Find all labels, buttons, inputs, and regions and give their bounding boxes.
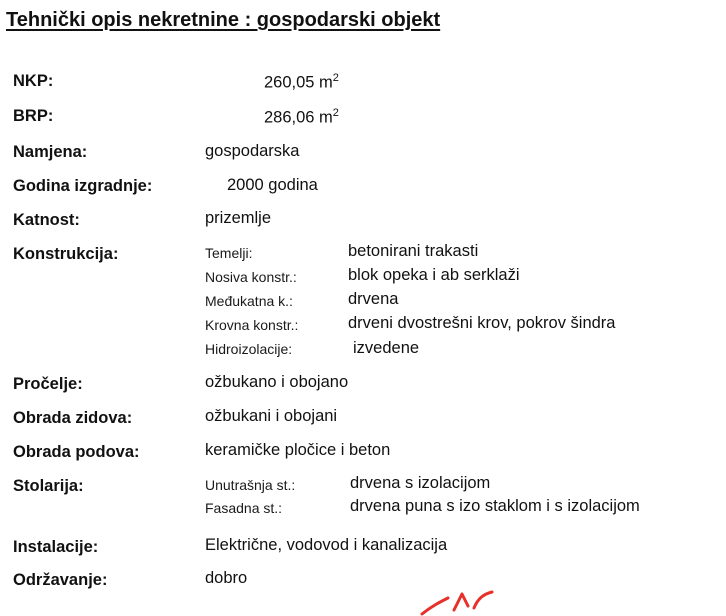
nkp-value-text: 260,05 m: [264, 73, 333, 92]
namjena-label: Namjena:: [13, 143, 88, 161]
konstrukcija-item-name: Hidroizolacije:: [205, 341, 293, 357]
page-title: Tehnički opis nekretnine : gospodarski objekt: [6, 9, 441, 31]
stolarija-label: Stolarija:: [13, 477, 84, 495]
red-stamp-fragment: [418, 586, 498, 616]
brp-label: BRP:: [13, 107, 54, 125]
nkp-label: NKP:: [13, 72, 54, 90]
odrzavanje-value: dobro: [205, 569, 248, 587]
zidovi-label: Obrada zidova:: [13, 409, 133, 427]
konstrukcija-item-value: blok opeka i ab serklaži: [348, 266, 520, 284]
konstrukcija-item-value: betonirani trakasti: [348, 242, 479, 260]
katnost-value: prizemlje: [205, 209, 272, 227]
konstrukcija-item-value: izvedene: [353, 339, 420, 357]
stamp-stroke: [454, 594, 468, 610]
stolarija-item-name: Fasadna st.:: [205, 500, 283, 516]
konstrukcija-item-name: Međukatna k.:: [205, 293, 293, 309]
konstrukcija-item-name: Nosiva konstr.:: [205, 269, 297, 285]
stamp-stroke: [422, 598, 448, 614]
brp-value: [264, 107, 339, 128]
konstrukcija-item-name: Krovna konstr.:: [205, 317, 299, 333]
podovi-value: keramičke pločice i beton: [205, 441, 391, 459]
podovi-label: Obrada podova:: [13, 443, 140, 461]
stolarija-item-name: Unutrašnja st.:: [205, 477, 296, 493]
procelje-label: Pročelje:: [13, 375, 83, 393]
instalacije-value: Električne, vodovod i kanalizacija: [205, 536, 448, 554]
konstrukcija-label: Konstrukcija:: [13, 245, 119, 263]
stolarija-item-value: drvena s izolacijom: [350, 474, 491, 492]
konstrukcija-item-value: drvena: [348, 290, 399, 308]
godina-label: Godina izgradnje:: [13, 177, 153, 195]
nkp-unit-exponent: 2: [332, 72, 339, 84]
odrzavanje-label: Održavanje:: [13, 571, 108, 589]
stamp-stroke: [474, 592, 492, 608]
instalacije-label: Instalacije:: [13, 538, 99, 556]
brp-unit-exponent: 2: [332, 107, 339, 119]
konstrukcija-item-name: Temelji:: [205, 245, 253, 261]
konstrukcija-item-value: drveni dvostrešni krov, pokrov šindra: [348, 314, 616, 332]
namjena-value: gospodarska: [205, 142, 300, 160]
godina-value: 2000 godina: [227, 176, 318, 194]
nkp-value: [264, 72, 339, 93]
procelje-value: ožbukano i obojano: [205, 373, 349, 391]
katnost-label: Katnost:: [13, 211, 80, 229]
stolarija-item-value: drvena puna s izo staklom i s izolacijom: [350, 497, 640, 515]
brp-value-text: 286,06 m: [264, 108, 333, 127]
zidovi-value: ožbukani i obojani: [205, 407, 338, 425]
